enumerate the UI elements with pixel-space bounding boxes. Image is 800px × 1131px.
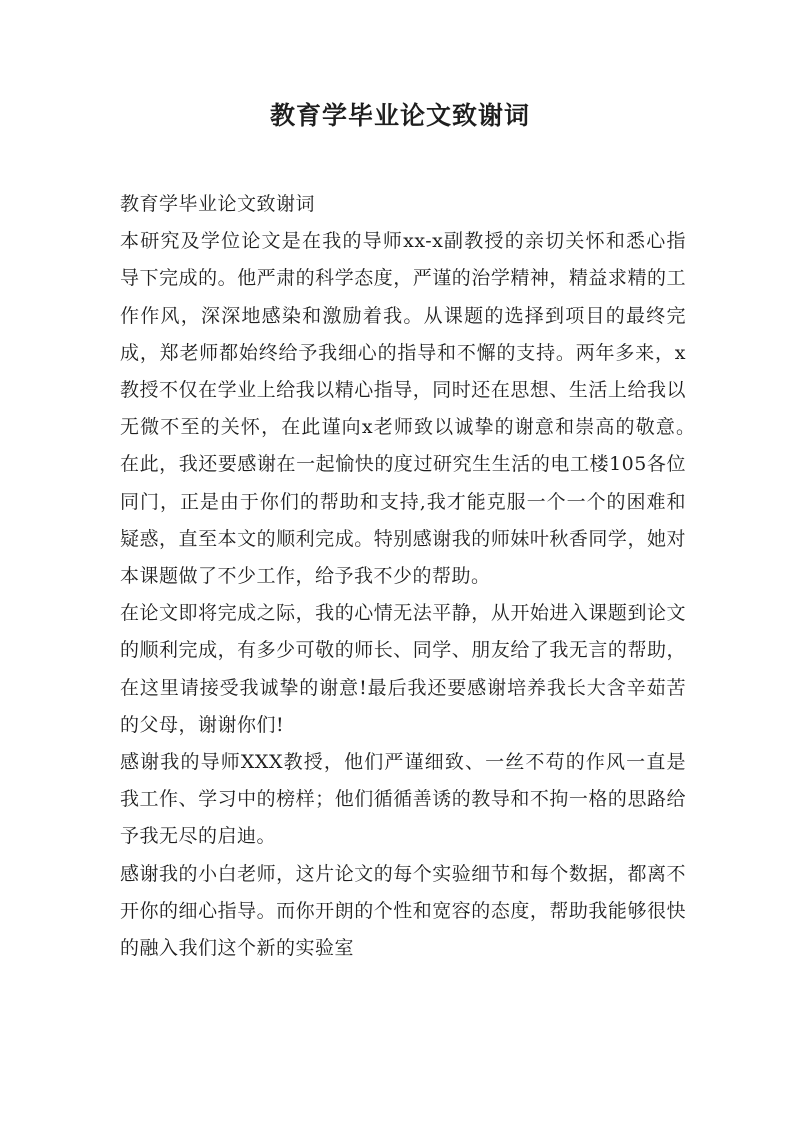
paragraph-closing-thanks: 在论文即将完成之际，我的心情无法平静，从开始进入课题到论文的顺利完成，有多少可敬的师长、同学、朋友给了我无言的帮助，在这里请接受我诚挚的谢意!最后我还要感谢培养我长大含辛茹苦的父母，谢谢你们! xyxy=(120,602,686,736)
document-title: 教育学毕业论文致谢词 xyxy=(269,101,530,130)
paragraph-subtitle: 教育学毕业论文致谢词 xyxy=(120,193,316,215)
document-body xyxy=(120,186,726,967)
paragraph-teacher-thanks: 感谢我的小白老师，这片论文的每个实验细节和每个数据，都离不开你的细心指导。而你开朗的个性和宽容的态度，帮助我能够很快的融入我们这个新的实验室 xyxy=(120,862,686,960)
paragraph-advisor-thanks: 本研究及学位论文是在我的导师xx-x副教授的亲切关怀和悉心指导下完成的。他严肃的科学态度，严谨的治学精神，精益求精的工作作风，深深地感染和激励着我。从课题的选择到项目的最终完成，郑老师都始终给予我细心的指导和不懈的支持。两年多来，x教授不仅在学业上给我以精心指导，同时还在思想、生活上给我以无微不至的关怀，在此谨向x老师致以诚挚的谢意和崇高的敬意。 在此，我还要感谢在一起愉快的度过研究生生活的电工楼105各位同门，正是由于你们的帮助和支持,我才能克服一个一个的困难和疑惑，直至本文的顺利完成。特别感谢我的师妹叶秋香同学，她对本课题做了不少工作，给予我不少的帮助。 xyxy=(120,230,726,588)
paragraph-professor-thanks: 感谢我的导师XXX教授，他们严谨细致、一丝不苟的作风一直是我工作、学习中的榜样；他们循循善诱的教导和不拘一格的思路给予我无尽的启迪。 xyxy=(120,751,686,848)
